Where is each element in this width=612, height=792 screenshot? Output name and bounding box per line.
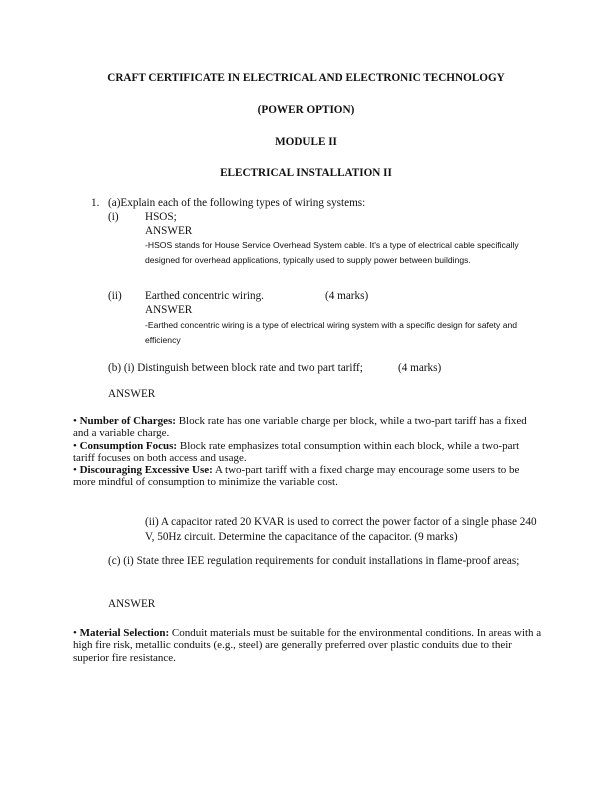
list-item: • Number of Charges: Block rate has one variable charge per block, while a two-part tariff has a fixed and a variable charge. [73,415,527,440]
option-heading: (POWER OPTION) [257,104,355,116]
question-1b-answer-label: ANSWER [108,388,156,400]
module-heading: MODULE II [275,136,337,148]
bullet-term: Number of Charges: [79,415,176,427]
bullet-text: Block rate emphasizes total consumption within each block, while a two-part tariff focuses on both access and usage. [73,439,520,464]
item-ii-answer: -Earthed concentric wiring is a type of electrical wiring system with a specific design for safety and efficiency [145,320,518,346]
bullet-text: Conduit materials must be suitable for the environmental conditions. In areas with a high fire risk, metallic conduits (e.g., steel) are generally preferred over plastic conduits due to their superior fire resistance. [73,627,542,664]
bullet-term: Consumption Focus: [79,439,178,452]
list-item: • Material Selection: Conduit materials must be suitable for the environmental conditions. In areas with a high fire risk, metallic conduits (e.g., steel) are generally preferred over plastic conduits due to their superior fire resistance. [73,627,542,664]
item-i-text: HSOS; [145,211,177,223]
document-title: CRAFT CERTIFICATE IN ELECTRICAL AND ELECTRONIC TECHNOLOGY [107,72,505,84]
question-1b-prompt: (b) (i) Distinguish between block rate and two part tariff; [108,362,363,374]
item-i-roman: (i) [108,211,119,223]
bullet-text: A two-part tariff with a fixed charge may encourage some users to be more mindful of consumption to minimize the variable cost. [73,464,520,489]
item-i-answer: -HSOS stands for House Service Overhead System cable. It's a type of electrical cable specifically designed for overhead applications, typically used to supply power between buildings. [145,240,519,266]
question-number: 1. [91,197,100,209]
question-1b-marks: (4 marks) [398,362,442,374]
subject-heading: ELECTRICAL INSTALLATION II [220,167,392,179]
bullet-text: Block rate has one variable charge per block, while a two-part tariff has a fixed and a variable charge. [73,415,527,440]
question-1c-prompt: (c) (i) State three IEE regulation requirements for conduit installations in flame-proof areas; [108,555,520,567]
item-ii-answer-label: ANSWER [145,304,193,316]
item-i-answer-label: ANSWER [145,225,193,237]
question-1a-prompt: (a)Explain each of the following types of wiring systems: [108,197,366,209]
list-item: • Discouraging Excessive Use: A two-part tariff with a fixed charge may encourage some users to be more mindful of consumption to minimize the variable cost. [73,464,520,489]
item-ii-roman: (ii) [108,290,122,302]
item-ii-marks: (4 marks) [325,290,369,302]
item-ii-text: Earthed concentric wiring. [145,290,264,302]
bullet-list-b [73,415,543,489]
bullet-term: Discouraging Excessive Use: [79,464,213,477]
question-1c-answer-label: ANSWER [108,598,156,610]
bullet-list-c [73,627,543,664]
list-item: • Consumption Focus: Block rate emphasizes total consumption within each block, while a two-part tariff focuses on both access and usage. [73,439,520,464]
question-1b-ii: (ii) A capacitor rated 20 KVAR is used to correct the power factor of a single phase 240 V, 50Hz circuit. Determine the capacitance of the capacitor. (9 marks) [145,516,537,543]
bullet-term: Material Selection: [79,627,170,639]
